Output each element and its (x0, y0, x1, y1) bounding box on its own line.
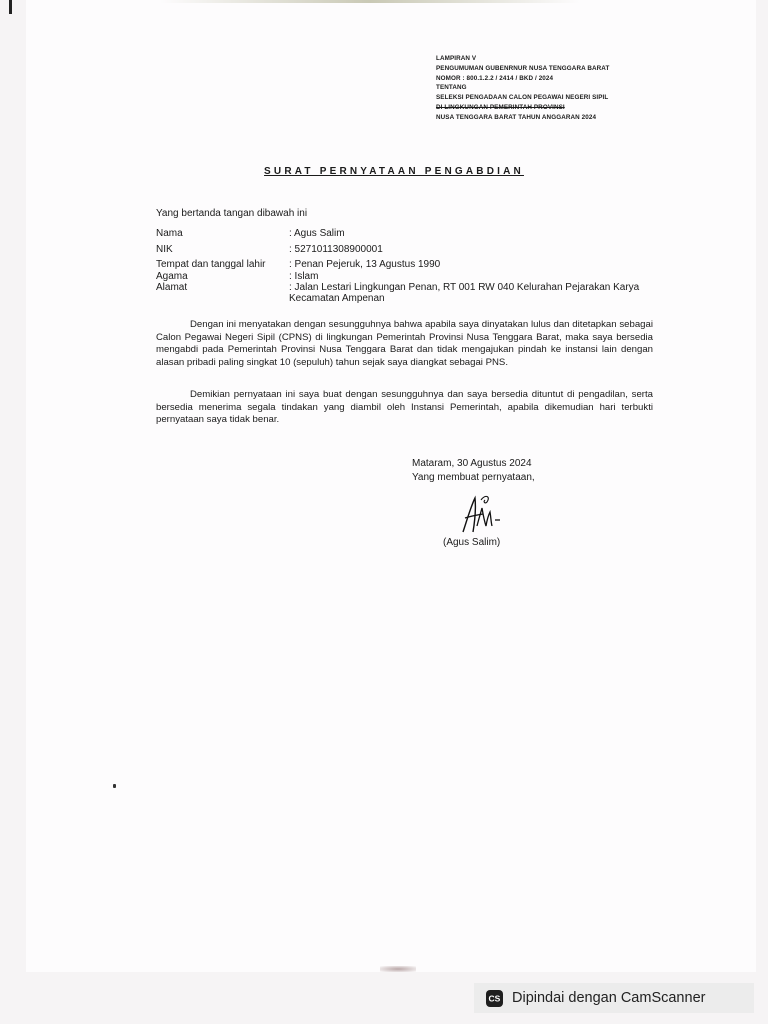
field-label: Tempat dan tanggal lahir (156, 259, 266, 270)
camscanner-watermark (474, 983, 754, 1013)
field-address-label (156, 282, 289, 293)
attachment-line: LAMPIRAN V (436, 55, 477, 62)
attachment-line: NOMOR : 800.1.2.2 / 2414 / BKD / 2024 (436, 74, 554, 82)
attachment-line: DI LINGKUNGAN PEMERINTAH PROVINSI (436, 103, 565, 111)
place-date: Mataram, 30 Agustus 2024 (412, 458, 532, 469)
field-label: Nama (156, 228, 183, 239)
camscanner-logo-letters: CS (488, 993, 501, 1003)
attachment-line: PENGUMUMAN GUBENRNUR NUSA TENGGARA BARAT (436, 64, 610, 72)
attachment-line: NUSA TENGGARA BARAT TAHUN ANGGARAN 2024 (436, 113, 597, 121)
field-birth (156, 259, 440, 270)
field-nik (156, 244, 383, 255)
closing-paragraph: Demikian pernyataan ini saya buat dengan sesungguhnya dan saya bersedia dituntut di pengadilan, serta bersedia menerima segala tindakan yang diambil oleh Instansi Pemerintah, apabila dikemudian hari terbukti pernyataan saya tidak benar. (156, 389, 653, 426)
signer-name: (Agus Salim) (443, 537, 501, 548)
closing-line: Yang membuat pernyataan, (412, 472, 535, 483)
field-value: : Islam (289, 271, 319, 282)
field-religion (156, 271, 318, 282)
scan-smudge-bottom (380, 966, 416, 972)
field-value: : Penan Pejeruk, 13 Agustus 1990 (289, 259, 441, 270)
camscanner-logo-mark (488, 993, 501, 1003)
field-value: : 5271011308900001 (289, 244, 383, 255)
field-label: Alamat (156, 282, 188, 293)
field-label: NIK (156, 244, 173, 255)
scanned-paper (26, 0, 756, 972)
field-name (156, 228, 345, 239)
handwritten-signature (455, 492, 515, 536)
scan-speck (113, 784, 116, 788)
field-address-value: : Jalan Lestari Lingkungan Penan, RT 001 RW 040 Kelurahan Pejarakan Karya Kecamatan Ampenan (289, 282, 640, 304)
attachment-line: TENTANG (436, 84, 467, 92)
camscanner-logo-icon (486, 990, 503, 1007)
intro-text: Yang bertanda tangan dibawah ini (156, 208, 308, 219)
field-value: : Agus Salim (289, 228, 345, 239)
field-label: Agama (156, 271, 188, 282)
attachment-header (436, 54, 676, 123)
edge-mark (9, 0, 12, 14)
attachment-line: SELEKSI PENGADAAN CALON PEGAWAI NEGERI SIPIL (436, 94, 609, 102)
scan-smudge-top (160, 0, 580, 3)
statement-paragraph: Dengan ini menyatakan dengan sesungguhnya bahwa apabila saya dinyatakan lulus dan ditetapkan sebagai Calon Pegawai Negeri Sipil (CPNS) di lingkungan Pemerintah Provinsi Nusa Tenggara Barat, maka saya bersedia mengabdi pada Pemerintah Provinsi Nusa Tenggara Barat dan tidak mengajukan pindah ke instansi lain dengan alasan pribadi paling singkat 10 (sepuluh) tahun sejak saya diangkat sebagai PNS. (156, 319, 653, 368)
document-title: SURAT PERNYATAAN PENGABDIAN (264, 166, 524, 177)
camscanner-text: Dipindai dengan CamScanner (512, 990, 706, 1006)
